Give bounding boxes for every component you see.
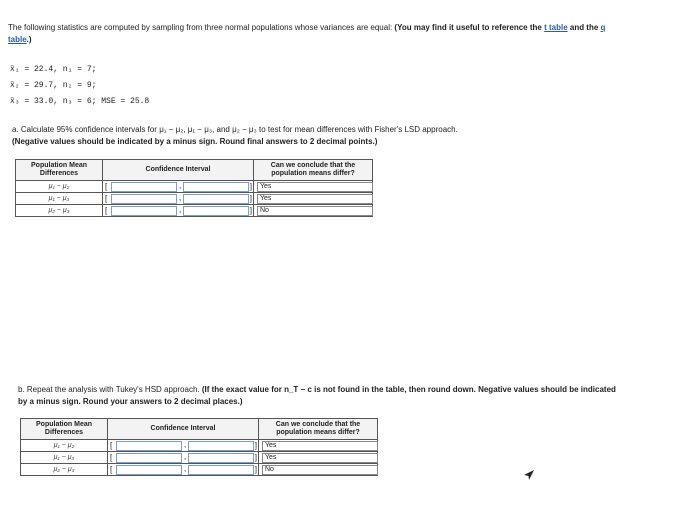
right-bracket: ] — [249, 182, 252, 191]
separator: , — [179, 181, 182, 190]
interval-cell — [103, 205, 254, 217]
mouse-pointer-icon — [523, 469, 535, 481]
interval-cell — [103, 193, 254, 205]
intro-bold-text: (You may find it useful to reference the — [394, 23, 545, 32]
separator: , — [179, 193, 182, 202]
col-header-differences: Population Mean Differences — [16, 160, 103, 181]
left-bracket: [ — [110, 441, 113, 450]
part-b-note: (If the exact value for n_T − c is not found in the table, then round down. Negative values should be indicated by a minus sign. Round your answers to 2 decimal places.) — [18, 385, 616, 406]
right-bracket: ] — [249, 194, 252, 203]
left-bracket: [ — [105, 194, 108, 203]
conclusion-select[interactable]: Yes — [257, 194, 373, 204]
part-b-text: b. Repeat the analysis with Tukey's HSD approach. — [18, 385, 202, 394]
conclusion-cell — [259, 452, 378, 464]
lower-bound-input[interactable] — [116, 453, 182, 463]
row-label: μ₁ − μ₃ — [21, 452, 108, 464]
table-row — [16, 193, 373, 205]
col-header-interval: Confidence Interval — [103, 160, 254, 181]
table-row — [16, 181, 373, 193]
lower-bound-input[interactable] — [111, 182, 177, 192]
upper-bound-input[interactable] — [183, 194, 249, 204]
interval-cell — [108, 464, 259, 476]
conclusion-cell — [259, 440, 378, 452]
left-bracket: [ — [105, 206, 108, 215]
hsd-table — [20, 418, 378, 476]
part-a-question — [12, 124, 612, 148]
col-header-differences: Population Mean Differences — [21, 419, 108, 440]
intro-text — [8, 22, 608, 46]
separator: , — [184, 464, 187, 473]
col-header-conclusion: Can we conclude that the population means differ? — [259, 419, 378, 440]
intro-plain: The following statistics are computed by sampling from three normal populations whose variances are equal: — [8, 23, 395, 32]
right-bracket: ] — [254, 441, 257, 450]
conclusion-select[interactable]: No — [257, 206, 373, 216]
part-b-question — [18, 384, 618, 408]
interval-cell — [108, 452, 259, 464]
conclusion-cell — [254, 205, 373, 217]
right-bracket: ] — [249, 206, 252, 215]
lower-bound-input[interactable] — [116, 441, 182, 451]
row-label: μ₁ − μ₂ — [21, 440, 108, 452]
sample-statistics — [10, 62, 149, 110]
row-label: μ₁ − μ₃ — [16, 193, 103, 205]
col-header-interval: Confidence Interval — [108, 419, 259, 440]
upper-bound-input[interactable] — [188, 465, 254, 475]
row-label: μ₂ − μ₃ — [21, 464, 108, 476]
separator: , — [179, 205, 182, 214]
row-label: μ₂ − μ₃ — [16, 205, 103, 217]
lower-bound-input[interactable] — [111, 194, 177, 204]
stats-line-2: x̄₂ = 29.7, n₂ = 9; — [10, 81, 97, 90]
left-bracket: [ — [110, 453, 113, 462]
upper-bound-input[interactable] — [188, 453, 254, 463]
col-header-conclusion: Can we conclude that the population means differ? — [254, 160, 373, 181]
intro-end: .) — [26, 35, 32, 44]
separator: , — [184, 452, 187, 461]
conclusion-select[interactable]: Yes — [262, 453, 378, 463]
upper-bound-input[interactable] — [188, 441, 254, 451]
part-a-text: a. Calculate 95% confidence intervals for μ₁ − μ₂, μ₁ − μ₃, and μ₂ − μ₃ to test for mean differences with Fisher's LSD approach. — [12, 125, 458, 134]
separator: , — [184, 440, 187, 449]
conclusion-cell — [259, 464, 378, 476]
stats-line-3: x̄₃ = 33.0, n₃ = 6; MSE = 25.8 — [10, 97, 150, 106]
conclusion-select[interactable]: Yes — [257, 182, 373, 192]
right-bracket: ] — [254, 465, 257, 474]
interval-cell — [103, 181, 254, 193]
part-a-note: (Negative values should be indicated by a minus sign. Round final answers to 2 decimal points.) — [12, 137, 378, 146]
table-row — [21, 464, 378, 476]
left-bracket: [ — [105, 182, 108, 191]
lower-bound-input[interactable] — [111, 206, 177, 216]
lower-bound-input[interactable] — [116, 465, 182, 475]
upper-bound-input[interactable] — [183, 182, 249, 192]
interval-cell — [108, 440, 259, 452]
right-bracket: ] — [254, 453, 257, 462]
upper-bound-input[interactable] — [183, 206, 249, 216]
intro-mid: and the — [567, 23, 601, 32]
table-row — [21, 440, 378, 452]
conclusion-cell — [254, 181, 373, 193]
q-table-link[interactable]: q table — [8, 23, 606, 44]
table-row — [21, 452, 378, 464]
conclusion-cell — [254, 193, 373, 205]
t-table-link[interactable]: t table — [544, 23, 568, 32]
stats-line-1: x̄₁ = 22.4, n₁ = 7; — [10, 65, 97, 74]
lsd-table — [15, 159, 373, 217]
left-bracket: [ — [110, 465, 113, 474]
row-label: μ₁ − μ₂ — [16, 181, 103, 193]
conclusion-select[interactable]: No — [262, 465, 378, 475]
conclusion-select[interactable]: Yes — [262, 441, 378, 451]
table-row — [16, 205, 373, 217]
